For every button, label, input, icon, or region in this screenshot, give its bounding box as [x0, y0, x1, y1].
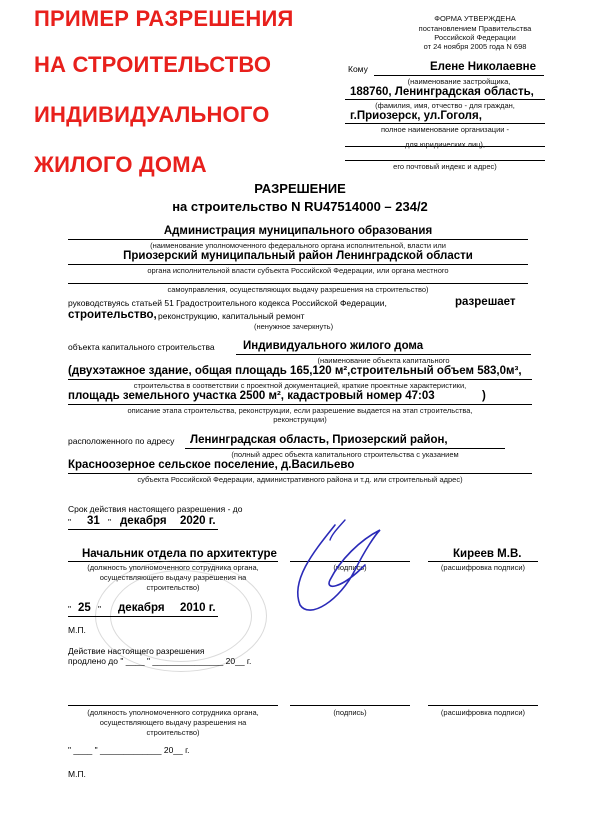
- addressee-hint-1: (наименование застройщика,: [407, 77, 511, 86]
- form-header-l4: от 24 ноября 2005 года N 698: [423, 42, 527, 51]
- authority-hint-3: самоуправления, осуществляющих выдачу разрешения на строительство): [167, 285, 429, 294]
- overlay-line-1: ПРИМЕР РАЗРЕШЕНИЯ: [34, 6, 294, 31]
- sig1-hint-pos-2: осуществляющего выдачу разрешения на: [99, 573, 247, 582]
- object-desc-2: площадь земельного участка 2500 м², кадастровый номер 47:03: [68, 390, 435, 402]
- sig2-hint-name: (расшифровка подписи): [440, 708, 526, 717]
- object-hint-1: (наименование объекта капитального: [317, 356, 450, 365]
- basis-bold-2: строительство,: [68, 309, 157, 321]
- authority-hint-2: органа исполнительной власти субъекта Российской Федерации, или органа местного: [147, 266, 449, 275]
- validity-quote-close: ": [108, 517, 112, 527]
- basis-text-1: руководствуясь статьей 51 Градостроительного кодекса Российской Федерации,: [68, 298, 387, 308]
- validity-quote-open: ": [68, 517, 72, 527]
- addressee-hint-2: (фамилия, имя, отчество - для граждан,: [375, 101, 515, 110]
- location-hint-2: субъекта Российской Федерации, административного района и т.д. или строительный адрес): [137, 475, 463, 484]
- object-hint-4: реконструкции): [273, 415, 327, 424]
- validity-label: Срок действия настоящего разрешения - до: [68, 504, 243, 514]
- location-label: расположенного по адресу: [68, 436, 175, 446]
- overlay-line-3: ИНДИВИДУАЛЬНОГО: [34, 102, 270, 127]
- overlay-line-4: ЖИЛОГО ДОМА: [34, 152, 207, 177]
- extension-line-2: продлено до " ____ " _______________ 20__ г.: [68, 656, 252, 666]
- issued-mp: М.П.: [68, 625, 86, 635]
- authority-line-1: Администрация муниципального образования: [163, 225, 433, 237]
- addressee-address-2: г.Приозерск, ул.Гоголя,: [350, 110, 482, 122]
- authority-line-2: Приозерский муниципальный район Ленинградской области: [123, 250, 473, 262]
- signatory-position: Начальник отдела по архитектуре: [82, 548, 277, 560]
- sig2-hint-pos-3: строительство): [146, 728, 200, 737]
- issued-year: 2010 г.: [180, 602, 216, 614]
- overlay-line-2: НА СТРОИТЕЛЬСТВО: [34, 52, 272, 77]
- issued-month: декабря: [118, 602, 165, 614]
- validity-month: декабря: [120, 515, 167, 527]
- footer-date: " ____ " _____________ 20__ г.: [68, 745, 190, 755]
- object-close-paren: ): [482, 390, 486, 402]
- location-address-2: Красноозерное сельское поселение, д.Васильево: [68, 459, 355, 471]
- location-address-1: Ленинградская область, Приозерский район,: [190, 434, 448, 446]
- signatory-name: Киреев М.В.: [453, 548, 522, 560]
- page-title: РАЗРЕШЕНИЕ: [254, 181, 346, 196]
- addressee-name: Елене Николаевне: [430, 61, 536, 73]
- addressee-hint-3: полное наименование организации -: [380, 125, 510, 134]
- object-label: объекта капитального строительства: [68, 342, 215, 352]
- sig1-hint-name: (расшифровка подписи): [440, 563, 526, 572]
- addressee-hint-5: его почтовый индекс и адрес): [393, 162, 497, 171]
- extension-line-1: Действие настоящего разрешения: [68, 646, 205, 656]
- validity-day: 31: [87, 515, 100, 527]
- addressee-hint-4: для юридических лиц),: [404, 140, 486, 149]
- authority-hint-1: (наименование уполномоченного федерального органа исполнительной, власти или: [150, 241, 446, 250]
- sig2-hint-pos-2: осуществляющего выдачу разрешения на: [99, 718, 247, 727]
- object-desc-1: (двухэтажное здание, общая площадь 165,120 м²,строительный объем 583,0м³,: [68, 365, 522, 377]
- sig2-hint-pos-1: (должность уполномоченного сотрудника органа,: [87, 708, 259, 717]
- addressee-address-1: 188760, Ленинградская область,: [350, 86, 534, 98]
- footer-mp: М.П.: [68, 769, 86, 779]
- object-hint-3: описание этапа строительства, реконструкции, если разрешение выдается на этап строительства,: [127, 406, 473, 415]
- sig1-hint-pos-1: (должность уполномоченного сотрудника органа,: [87, 563, 259, 572]
- object-name: Индивидуального жилого дома: [243, 340, 424, 352]
- form-header-l2: постановлением Правительства: [418, 24, 532, 33]
- basis-bold-1: разрешает: [455, 296, 516, 308]
- location-hint-1: (полный адрес объекта капитального строительства с указанием: [231, 450, 459, 459]
- form-header-l3: Российской Федерации: [434, 33, 516, 42]
- signature-scribble: [280, 510, 390, 620]
- object-hint-2: строительства в соответствии с проектной документацией, краткие проектные характеристики,: [133, 381, 467, 390]
- basis-text-2: реконструкцию, капитальный ремонт: [158, 311, 305, 321]
- issued-quote-close: ": [98, 604, 102, 614]
- permit-number: на строительство N RU47514000 – 234/2: [172, 199, 428, 214]
- issued-quote-open: ": [68, 604, 72, 614]
- komu-label: Кому: [348, 64, 368, 74]
- basis-hint: (ненужное зачеркнуть): [254, 322, 334, 331]
- validity-year: 2020 г.: [180, 515, 216, 527]
- form-header-l1: ФОРМА УТВЕРЖДЕНА: [434, 14, 516, 23]
- issued-day: 25: [78, 602, 91, 614]
- sig1-hint-signature: (подпись): [333, 563, 367, 572]
- sig1-hint-pos-3: строительство): [146, 583, 200, 592]
- sig2-hint-signature: (подпись): [333, 708, 367, 717]
